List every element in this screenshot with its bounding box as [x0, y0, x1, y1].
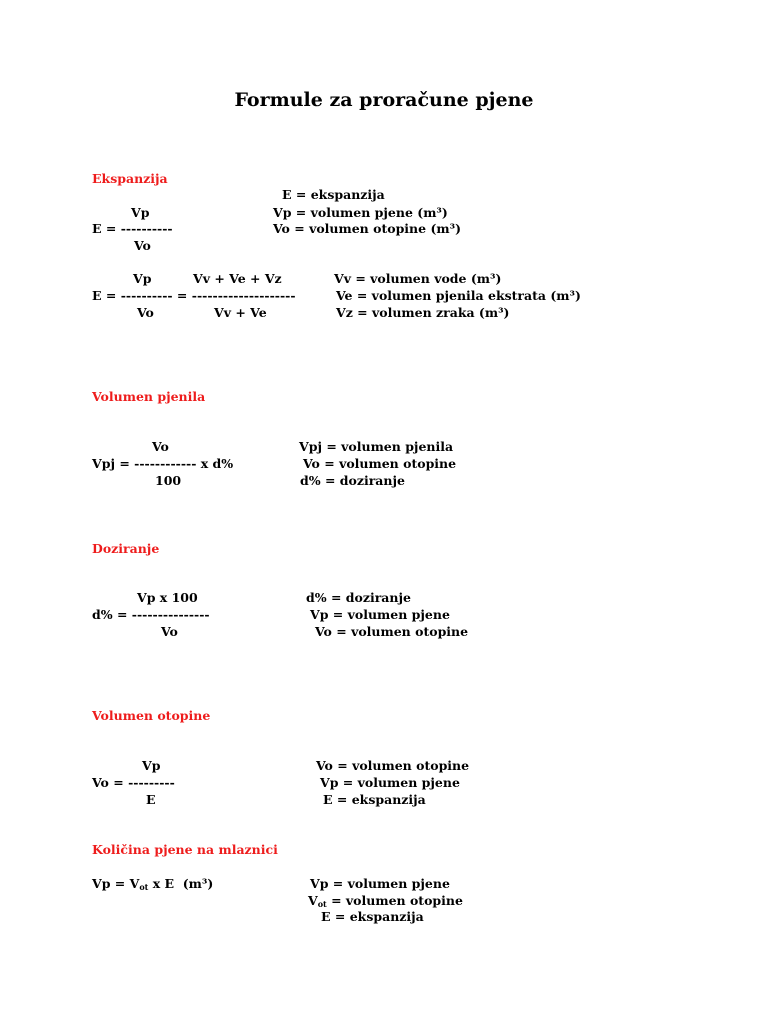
- formula-part: x E (m³): [148, 876, 214, 891]
- legend-line: Vz = volumen zraka (m³): [336, 305, 510, 320]
- formula-denominator: Vo: [134, 238, 151, 253]
- section-heading-doziranje: Doziranje: [92, 541, 160, 556]
- formula-denominator: 100: [155, 473, 182, 488]
- legend-line: Vpj = volumen pjenila: [299, 439, 454, 454]
- legend-line: E = ekspanzija: [323, 792, 426, 807]
- legend-line: d% = doziranje: [300, 473, 405, 488]
- legend-subscript: ot: [317, 899, 327, 909]
- legend-line: Vo = volumen otopine (m³): [273, 221, 461, 236]
- formula-line: d% = ---------------: [92, 607, 210, 622]
- formula-denominator: Vo: [137, 305, 154, 320]
- formula-denominator: Vo: [161, 624, 178, 639]
- formula-denominator: Vv + Ve: [214, 305, 267, 320]
- legend-line: Ve = volumen pjenila ekstrata (m³): [336, 288, 581, 303]
- page-title: Formule za proračune pjene: [234, 89, 534, 111]
- legend-line: [308, 893, 463, 909]
- formula-line: [92, 876, 213, 892]
- formula-part: Vp = V: [92, 876, 140, 891]
- formula-line: E = ---------- = --------------------: [92, 288, 296, 303]
- legend-line: E = ekspanzija: [321, 909, 424, 924]
- formula-numerator: Vp x 100: [137, 590, 198, 605]
- legend-line: Vp = volumen pjene: [320, 775, 460, 790]
- legend-line: Vv = volumen vode (m³): [334, 271, 502, 286]
- formula-numerator: Vv + Ve + Vz: [193, 271, 282, 286]
- section-heading-volumen-otopine: Volumen otopine: [92, 708, 211, 723]
- section-heading-ekspanzija: Ekspanzija: [92, 171, 168, 186]
- legend-line: Vo = volumen otopine: [315, 624, 469, 639]
- legend-line: E = ekspanzija: [282, 187, 385, 202]
- formula-denominator: E: [146, 792, 156, 807]
- legend-part: = volumen otopine: [326, 893, 463, 908]
- formula-subscript: ot: [139, 882, 149, 892]
- legend-line: Vo = volumen otopine: [316, 758, 470, 773]
- formula-numerator: Vo: [152, 439, 169, 454]
- legend-line: Vp = volumen pjene: [310, 876, 450, 891]
- legend-line: Vo = volumen otopine: [303, 456, 457, 471]
- formula-line: Vpj = ------------ x d%: [92, 456, 234, 471]
- formula-line: E = ----------: [92, 221, 173, 236]
- formula-numerator: Vp: [133, 271, 152, 286]
- legend-part: V: [308, 893, 318, 908]
- formula-line: Vo = ---------: [92, 775, 175, 790]
- section-heading-volumen-pjenila: Volumen pjenila: [92, 389, 206, 404]
- section-heading-kolicina-pjene: Količina pjene na mlaznici: [92, 842, 278, 857]
- formula-numerator: Vp: [142, 758, 161, 773]
- legend-line: Vp = volumen pjene (m³): [273, 205, 448, 220]
- legend-line: d% = doziranje: [306, 590, 411, 605]
- legend-line: Vp = volumen pjene: [310, 607, 450, 622]
- formula-numerator: Vp: [131, 205, 150, 220]
